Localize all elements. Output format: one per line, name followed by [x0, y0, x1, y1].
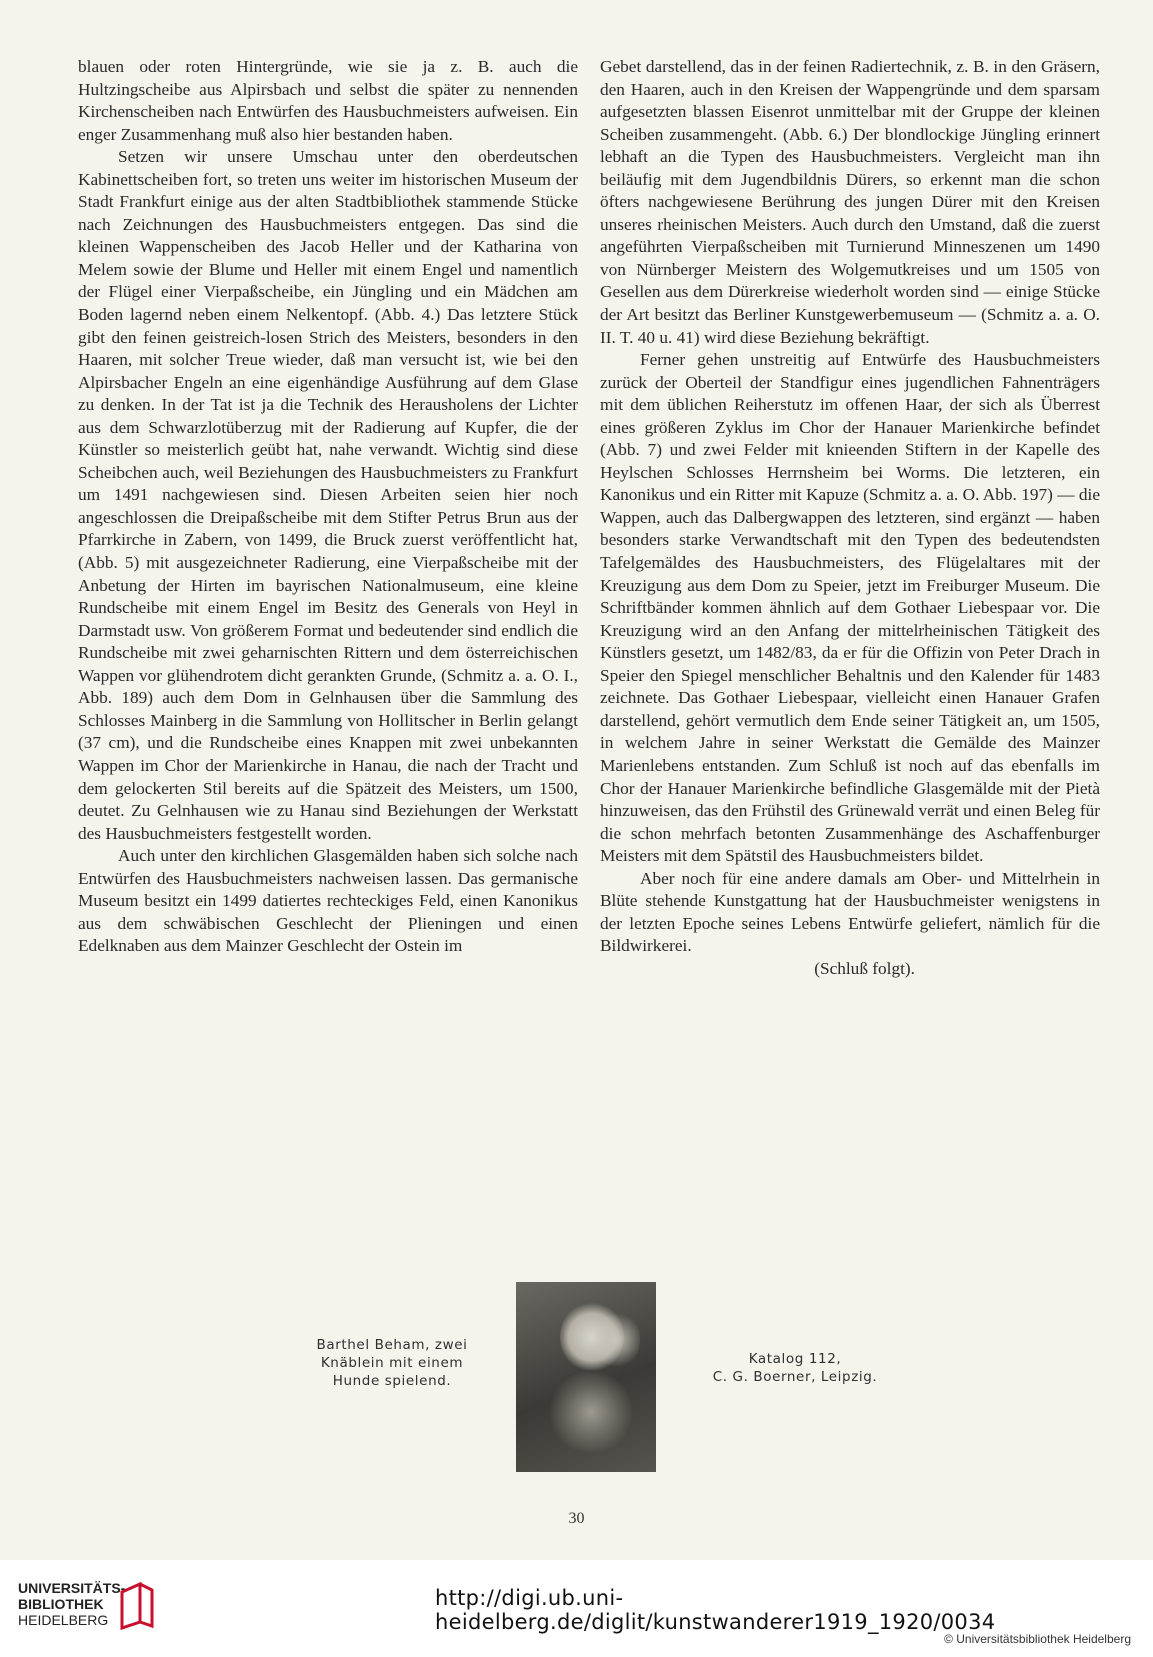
to-be-continued: (Schluß folgt). — [814, 958, 915, 978]
footer-bar — [0, 1560, 1153, 1657]
figure-caption-right — [680, 1350, 910, 1386]
page-number: 30 — [568, 1510, 585, 1527]
figure-caption-left — [282, 1336, 502, 1390]
caption-line: Knäblein mit einem — [320, 1355, 464, 1371]
paragraph: blauen oder roten Hintergründe, wie sie ja z. B. auch die Hultzingscheibe aus Alpirsbach und selbst die später zu nennenden Kirchenscheiben nach Entwürfen des Hausbuchmeisters aufweisen. Ein enger Zusammenhang muß also hier bestanden haben. — [78, 57, 578, 144]
paragraph: Setzen wir unsere Umschau unter den oberdeutschen Kabinettscheiben fort, so treten uns weiter im historischen Museum der Stadt Frankfurt einige aus der alten Stadtbibliothek stammende Stücke nach Zeichnungen des Hausbuchmeisters entgegen. Das sind die kleinen Wappenscheiben des Jacob Heller und der Katharina von Melem sowie der Blume und Heller mit einem Engel und namentlich der Flügel einer Vierpaßscheibe, ein Jüngling und ein Mädchen am Boden lagernd neben einem Nelkentopf. (Abb. 4.) Das letztere Stück gibt den feinen geistreich-losen Strich des Meisters, besonders in den Haaren, mit solcher Treue wieder, daß man versucht ist, wie bei den Alpirsbacher Engeln an eine eigenhändige Ausführung auf dem Glase zu denken. In der Tat ist ja die Technik des Herausholens der Lichter aus dem Schwarzlotüberzug mit der Radierung auf Kupfer, die der Künstler so meisterlich geübt hat, nahe verwandt. Wichtig sind diese Scheibchen auch, weil Beziehungen des Hausbuchmeisters zu Frankfurt um 1491 nachgewiesen sind. Diesen Arbeiten seien hier noch angeschlossen die Dreipaßscheibe mit dem Stifter Petrus Brun aus der Pfarrkirche in Zabern, von 1499, die Bruck zuerst veröffentlicht hat, (Abb. 5) mit ausgezeichneter Radierung, eine Vierpaßscheibe mit der Anbetung der Hirten im bayrischen Nationalmuseum, eine kleine Rundscheibe mit einem Engel im Besitz des Generals von Heyl in Darmstadt usw. Von größerem Format und bedeutender sind endlich die Rundscheibe mit zwei geharnischten Rittern und dem österreichischen Wappen vor glühendrotem dicht gerankten Grunde, (Schmitz a. a. O. I., Abb. 189) auch dem Dom in Gelnhausen über die Sammlung des Schlosses Mainberg in die Sammlung von Hollitscher in Berlin gelangt (37 cm), und die Rundscheibe eines Knappen mit zwei unbekannten Wappen im Chor der Marienkirche in Hanau, die nach der Tracht und dem gelockerten Stil bereits auf die Spätzeit des Meisters, um 1500, deutet. Zu Gelnhausen wie zu Hanau sind Beziehungen der Werkstatt des Hausbuchmeisters festgestellt worden. — [78, 147, 578, 843]
library-logo-icon — [118, 1582, 156, 1630]
paragraph: Gebet darstellend, das in der feinen Radiertechnik, z. B. in den Gräsern, den Haaren, auch in den Kreisen der Wappengründe und dem sparsam aufgesetzten blassen Eisenrot unmittelbar mit der Gruppe der kleinen Scheiben zusammengeht. (Abb. 6.) Der blondlockige Jüngling erinnert lebhaft an die Typen des Hausbuchmeisters. Vergleicht man ihn beiläufig mit dem Jugendbildnis Dürers, so erkennt man die schon öfters nachgewiesene Berührung des jungen Dürer mit den Kreisen unseres rheinischen Meisters. Auch durch den Umstand, daß die zuerst angeführten Vierpaßscheiben mit Turnierund Minneszenen um 1490 von Nürnberger Meistern des Wolgemutkreises und um 1505 von Gesellen aus dem Dürerkreise wiederholt worden sind — einige Stücke der Art besitzt das Berliner Kunstgewerbemuseum — (Schmitz a. a. O. II. T. 40 u. 41) wird diese Beziehung bekräftigt. — [600, 57, 1100, 347]
source-url-link[interactable]: http://digi.ub.uni-heidelberg.de/diglit/kunstwanderer1919_1920/0034 — [435, 1586, 996, 1634]
paragraph: Aber noch für eine andere damals am Ober- und Mittelrhein in Blüte stehende Kunstgattung hat der Hausbuchmeister wenigstens in der letzten Epoche seines Lebens Entwürfe geliefert, nämlich für die Bildwirkerei. — [600, 868, 1100, 956]
copyright-notice: © Universitätsbibliothek Heidelberg — [944, 1632, 1131, 1646]
left-column — [78, 56, 578, 958]
right-column — [600, 56, 1100, 980]
caption-line: Hunde spielend. — [332, 1373, 452, 1389]
caption-line: C. G. Boerner, Leipzig. — [712, 1369, 878, 1385]
paragraph: Auch unter den kirchlichen Glasgemälden haben sich solche nach Entwürfen des Hausbuchmeisters nachweisen lassen. Das germanische Museum besitzt ein 1499 datiertes rechteckiges Feld, einen Kanonikus aus dem schwäbischen Geschlecht der Plieningen und einen Edelknaben aus dem Mainzer Geschlecht der Ostein im — [78, 846, 578, 956]
engraving-illustration — [516, 1282, 656, 1472]
caption-line: Barthel Beham, zwei — [316, 1337, 468, 1353]
caption-line: Katalog 112, — [748, 1351, 842, 1367]
library-logo-text: UNIVERSITÄTS- BIBLIOTHEK HEIDELBERG — [18, 1580, 126, 1628]
paragraph: Ferner gehen unstreitig auf Entwürfe des Hausbuchmeisters zurück der Oberteil der Standfigur eines jugendlichen Fahnenträgers mit dem üblichen Reiherstutz im offenen Haar, der sich als Überrest eines größeren Zyklus im Chor der Hanauer Marienkirche befindet (Abb. 7) und zwei Felder mit knieenden Stiftern in der Kapelle des Heylschen Schlosses Herrnsheim bei Worms. Die letzteren, ein Kanonikus und ein Ritter mit Kapuze (Schmitz a. a. O. Abb. 197) — die Wappen, auch das Dalbergwappen des letzteren, sind ergänzt — haben besonders starke Verwandtschaft mit den Typen des bedeutendsten Tafelgemäldes des Hausbuchmeisters, des Flügelaltares mit der Kreuzigung aus dem Dom zu Speier, jetzt im Freiburger Museum. Die Schriftbänder kommen ähnlich auf dem Gothaer Liebespaar vor. Die Kreuzigung wird an den Anfang der mittelrheinischen Tätigkeit des Künstlers gesetzt, um 1482/83, da er für die Offizin von Peter Drach in Speier den Spiegel menschlicher Behaltnis und den Kalender für 1483 zeichnete. Das Gothaer Liebespaar, vielleicht einen Hanauer Grafen darstellend, gehört vermutlich dem Ende seiner Tätigkeit an, um 1505, in welchem Jahre in seiner Werkstatt die Gemälde des Mainzer Marienlebens entstanden. Zum Schluß ist noch auf das ebenfalls im Chor der Hanauer Marienkirche befindliche Glasgemälde mit der Pietà hinzuweisen, das den Frühstil des Grünewald verrät und einen Beleg für die schon mehrfach betonten Zusammenhänge des Aschaffenburger Meisters mit dem Spätstil des Hausbuchmeisters bildet. — [600, 350, 1100, 866]
